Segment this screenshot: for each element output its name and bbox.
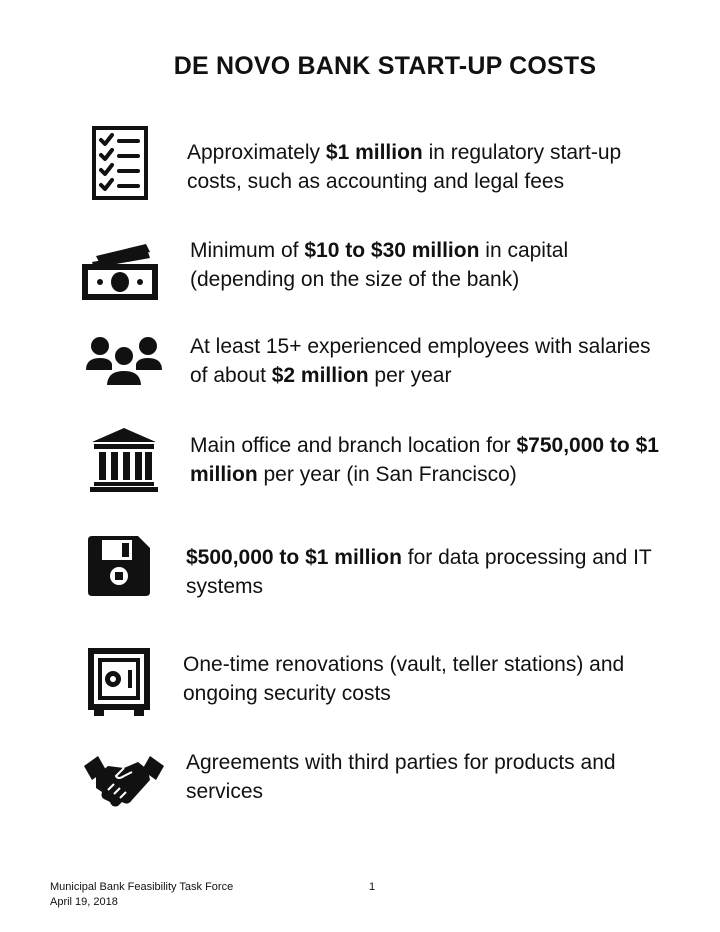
footer-date: April 19, 2018 [50,896,118,908]
bank-building-icon [90,428,158,492]
item-text: One-time renovations (vault, teller stations) and ongoing security costs [183,653,625,705]
people-icon [86,336,162,388]
item-text: Approximately $1 million in regulatory start-up costs, such as accounting and legal fees [187,141,622,193]
checklist-icon [92,126,148,200]
money-icon [80,242,160,302]
safe-icon [88,648,150,716]
item-text: At least 15+ experienced employees with salaries of about $2 million per year [190,335,651,387]
item-text: $500,000 to $1 million for data processing and IT systems [186,546,652,598]
handshake-icon [84,756,164,810]
item-text: Main office and branch location for $750,000 to $1 million per year (in San Francisco) [190,434,659,486]
footer-org: Municipal Bank Feasibility Task Force [50,881,234,893]
floppy-disk-icon [88,536,150,596]
page-title: DE NOVO BANK START-UP COSTS [173,52,597,80]
item-text: Agreements with third parties for products and services [186,751,616,803]
item-text: Minimum of $10 to $30 million in capital (depending on the size of the bank) [190,239,569,291]
page-number: 1 [369,881,376,893]
